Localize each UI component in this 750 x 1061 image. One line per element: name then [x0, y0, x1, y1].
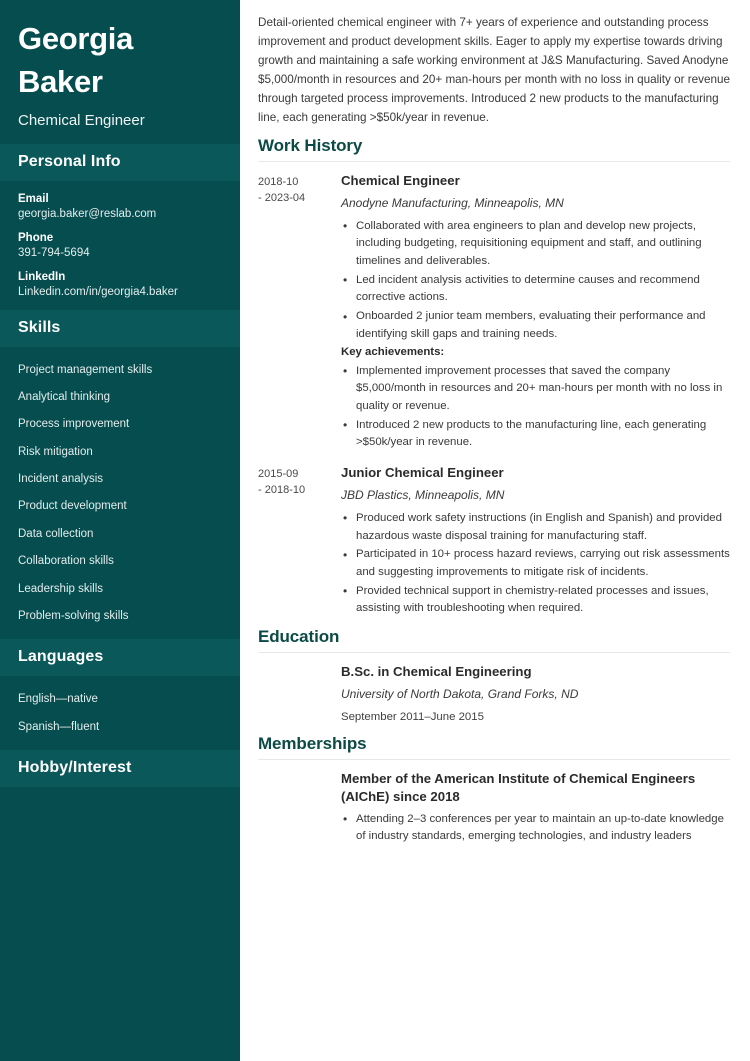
skill-item: Problem-solving skills: [18, 609, 129, 622]
section-divider: [258, 759, 730, 760]
contact-phone: [18, 232, 222, 259]
main-column: [240, 0, 750, 1061]
skill-item: Data collection: [18, 527, 94, 540]
contact-email-label: Email: [18, 193, 49, 206]
contact-phone-label: Phone: [18, 232, 54, 245]
work-entry-dates: [258, 464, 341, 499]
membership-entry-dates: [258, 770, 341, 772]
work-entry-role: Junior Chemical Engineer: [341, 464, 504, 480]
education-entry-body: [341, 663, 730, 726]
date-end: - 2023-04: [258, 192, 306, 205]
work-entry-body: [341, 464, 730, 619]
job-title: Chemical Engineer: [18, 111, 145, 129]
contact-phone-value[interactable]: 391-794-5694: [18, 247, 90, 260]
education-degree: B.Sc. in Chemical Engineering: [341, 663, 532, 679]
bullet-item: • Led incident analysis activities to determine causes and recommend corrective actions.: [341, 272, 730, 307]
skill-item: Process improvement: [18, 418, 130, 431]
contact-email: [18, 193, 222, 220]
education-entry: [258, 663, 730, 726]
contact-linkedin: [18, 271, 222, 298]
work-entry-role: Chemical Engineer: [341, 172, 460, 188]
bullet-item: • Participated in 10+ process hazard reviews, carrying out risk assessments and suggesting improvements to mitigate risk of incidents.: [341, 546, 730, 581]
work-history-title: Work History: [258, 135, 363, 155]
identity-block: [0, 18, 240, 144]
skill-item: Incident analysis: [18, 473, 104, 486]
skill-item: Collaboration skills: [18, 555, 114, 568]
bullet-item: • Onboarded 2 junior team members, evaluating their performance and identifying skill gaps and training needs.: [341, 308, 730, 343]
languages-list: [18, 686, 222, 741]
contact-linkedin-value[interactable]: Linkedin.com/in/georgia4.baker: [18, 286, 178, 299]
professional-summary: Detail-oriented chemical engineer with 7+ years of experience and outstanding process improvement and product development skills. Eager to apply my expertise towards driving growth and maintaining a safe working environment at J&S Manufacturing. Saved Anodyne $5,000/month in resources and 20+ man-hours per month with no loss in quality or revenue through targeted process improvements. Introduced 2 new products to the manufacturing line, each generating >$50k/year in revenue.: [258, 16, 730, 124]
membership-entry: [258, 770, 730, 847]
languages-body: [0, 676, 240, 750]
skill-item: Analytical thinking: [18, 390, 111, 403]
work-entry-body: [341, 172, 730, 453]
language-item: Spanish—fluent: [18, 720, 100, 733]
personal-info-body: [0, 181, 240, 310]
memberships-title: Memberships: [258, 734, 367, 754]
contact-linkedin-label: LinkedIn: [18, 271, 66, 284]
section-education: [258, 627, 730, 726]
membership-entry-body: [341, 770, 730, 847]
sidebar-section-languages: Languages: [0, 639, 240, 676]
work-entry-organization: Anodyne Manufacturing, Minneapolis, MN: [341, 195, 564, 210]
skills-body: [0, 347, 240, 639]
section-memberships: [258, 734, 730, 847]
contact-email-value[interactable]: georgia.baker@reslab.com: [18, 208, 157, 221]
bullet-item: • Produced work safety instructions (in English and Spanish) and provided hazardous waste disposal training for manufacturing staff.: [341, 510, 730, 545]
date-start: 2015-09: [258, 467, 299, 480]
first-name: Georgia: [18, 21, 134, 56]
section-work-history: [258, 136, 730, 619]
section-divider: [258, 161, 730, 162]
bullet-item: • Attending 2–3 conferences per year to maintain an up-to-date knowledge of industry standards, emerging technologies, and industry leaders: [341, 811, 730, 846]
achievement-item: • Implemented improvement processes that saved the company $5,000/month in resources and 20+ man-hours per month with no loss in quality or revenue.: [341, 363, 730, 416]
education-dates: September 2011–June 2015: [341, 710, 484, 723]
key-achievements-label: Key achievements:: [341, 346, 445, 359]
date-start: 2018-10: [258, 175, 299, 188]
work-entry-bullets: [341, 218, 730, 344]
skill-item: Product development: [18, 500, 127, 513]
date-end: - 2018-10: [258, 484, 306, 497]
education-title: Education: [258, 626, 340, 646]
bullet-item: • Collaborated with area engineers to plan and develop new projects, including budgeting, requisitioning equipment and staff, and outlining timelines and deliverables.: [341, 218, 730, 271]
sidebar-section-skills: Skills: [0, 310, 240, 347]
membership-title: Member of the American Institute of Chemical Engineers (AIChE) since 2018: [341, 771, 696, 804]
sidebar: [0, 0, 240, 1061]
sidebar-section-personal-info: Personal Info: [0, 144, 240, 181]
sidebar-section-hobby: Hobby/Interest: [0, 750, 240, 787]
work-entry-bullets: [341, 510, 730, 618]
achievement-item: • Introduced 2 new products to the manufacturing line, each generating >$50k/year in revenue.: [341, 417, 730, 452]
work-entry: [258, 464, 730, 619]
skill-item: Project management skills: [18, 363, 153, 376]
skill-item: Risk mitigation: [18, 445, 93, 458]
section-divider: [258, 652, 730, 653]
language-item: English—native: [18, 693, 98, 706]
membership-bullets: [341, 811, 730, 846]
education-entry-dates: [258, 663, 341, 665]
work-entry: [258, 172, 730, 453]
last-name: Baker: [18, 63, 103, 99]
work-entry-achievements: [341, 363, 730, 452]
work-entry-organization: JBD Plastics, Minneapolis, MN: [341, 487, 505, 502]
skill-item: Leadership skills: [18, 582, 104, 595]
education-institution: University of North Dakota, Grand Forks, ND: [341, 686, 579, 701]
skills-list: [18, 356, 222, 630]
bullet-item: • Provided technical support in chemistry-related processes and issues, assisting with troubleshooting when required.: [341, 583, 730, 618]
work-entry-dates: [258, 172, 341, 207]
